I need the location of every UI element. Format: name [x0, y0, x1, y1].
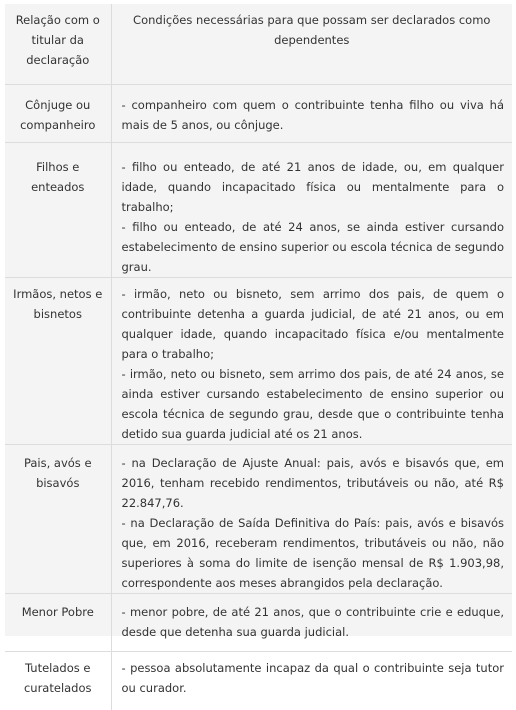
condition-item: - irmão, neto ou bisneto, sem arrimo dos pais, de até 24 anos, se ainda estiver cursando estabelecimento de ensino superior ou escola técnica de segundo grau, desde que o contribuinte tenha detido sua guarda judicial até os 21 anos.: [121, 367, 504, 441]
header-conditions: Condições necessárias para que possam ser declarados como dependentes: [111, 4, 512, 85]
header-relation: Relação com o titular da declaração: [5, 4, 111, 85]
dependents-table-container: [5, 4, 512, 695]
conditions-cell: [111, 652, 512, 710]
conditions-cell: [111, 278, 512, 445]
table-row: [5, 445, 512, 594]
relation-cell: Irmãos, netos e bisnetos: [5, 278, 111, 445]
table-row: [5, 85, 512, 143]
relation-cell: Cônjuge ou companheiro: [5, 85, 111, 143]
relation-cell: Filhos e enteados: [5, 143, 111, 278]
condition-item: - pessoa absolutamente incapaz da qual o contribuinte seja tutor ou curador.: [121, 661, 504, 695]
condition-item: - companheiro com quem o contribuinte tenha filho ou viva há mais de 5 anos, ou cônjuge.: [121, 98, 504, 132]
conditions-cell: [111, 594, 512, 652]
table-header-row: [5, 4, 512, 85]
relation-cell: Tutelados e curatelados: [5, 652, 111, 710]
dependents-table: [5, 4, 512, 710]
relation-cell: Menor Pobre: [5, 594, 111, 652]
condition-item: - irmão, neto ou bisneto, sem arrimo dos pais, de quem o contribuinte detenha a guarda judicial, de até 21 anos, ou em qualquer idade, quando incapacitado física e/ou mentalmente para o trabalho;: [121, 287, 504, 361]
condition-item: - filho ou enteado, de até 24 anos, se ainda estiver cursando estabelecimento de ensino superior ou escola técnica de segundo grau.: [121, 220, 504, 274]
table-row: [5, 652, 512, 710]
condition-item: - na Declaração de Saída Definitiva do País: pais, avós e bisavós que, em 2016, receberam rendimentos, tributáveis ou não, não superiores à soma do limite de isenção mensal de R$ 1.903,98, correspondente aos meses abrangidos pela declaração.: [121, 516, 504, 590]
table-row: [5, 278, 512, 445]
condition-item: - menor pobre, de até 21 anos, que o contribuinte crie e eduque, desde que detenha sua guarda judicial.: [121, 605, 504, 639]
conditions-cell: [111, 445, 512, 594]
conditions-cell: [111, 143, 512, 278]
condition-item: - filho ou enteado, de até 21 anos de idade, ou, em qualquer idade, quando incapacitado física ou mentalmente para o trabalho;: [121, 160, 504, 214]
conditions-cell: [111, 85, 512, 143]
relation-cell: Pais, avós e bisavós: [5, 445, 111, 594]
table-row: [5, 594, 512, 652]
condition-item: - na Declaração de Ajuste Anual: pais, avós e bisavós que, em 2016, tenham recebido rendimentos, tributáveis ou não, até R$ 22.847,76.: [121, 456, 504, 510]
table-row: [5, 143, 512, 278]
